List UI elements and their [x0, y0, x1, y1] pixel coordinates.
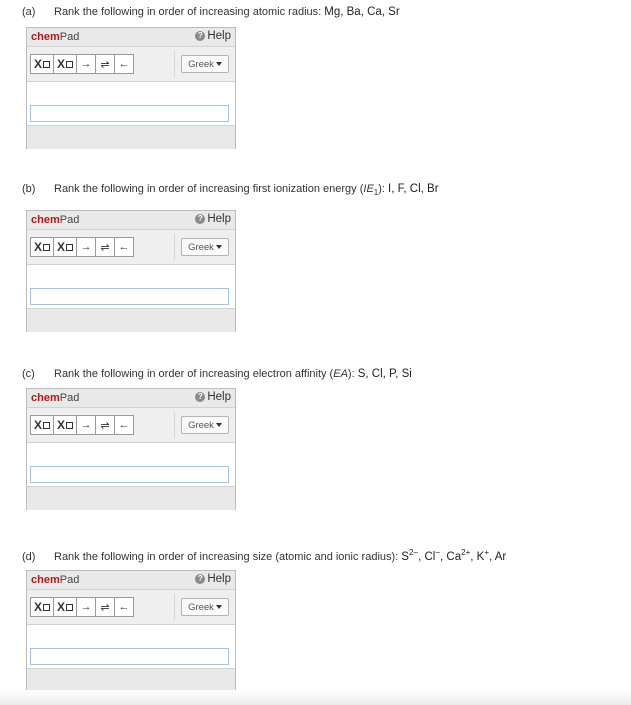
ion-charge: + [484, 548, 489, 557]
question-prompt: (a) Rank the following in order of increasing atomic radius: Mg, Ba, Ca, Sr [22, 6, 400, 18]
format-tools [30, 597, 134, 617]
format-tools [30, 54, 134, 74]
help-button[interactable]: ? Help [195, 213, 231, 225]
toolbar-divider [174, 234, 175, 260]
chempad-header [27, 389, 235, 408]
page-bottom-shadow [0, 690, 631, 705]
equilibrium-arrows-icon: ⇌ [100, 601, 110, 614]
chempad-input-area [27, 82, 235, 124]
answer-input[interactable] [30, 288, 229, 305]
superscript-button[interactable]: X [54, 416, 77, 434]
help-button[interactable]: ? Help [195, 573, 231, 585]
help-icon: ? [195, 214, 205, 224]
subscript-button[interactable]: X [31, 55, 54, 73]
greek-dropdown[interactable]: Greek [181, 416, 229, 434]
toolbar-divider [174, 51, 175, 77]
superscript-button[interactable]: X [54, 55, 77, 73]
answer-input[interactable] [30, 466, 229, 483]
answer-input[interactable] [30, 105, 229, 122]
reverse-arrow-button[interactable] [115, 238, 133, 256]
answer-input[interactable] [30, 648, 229, 665]
toolbar-divider [174, 412, 175, 438]
equilibrium-arrows-icon: ⇌ [100, 241, 110, 254]
arrow-right-icon: → [80, 601, 92, 613]
ion-species [424, 548, 447, 563]
ion-symbol: Ca [446, 550, 462, 563]
reverse-arrow-button[interactable] [115, 598, 133, 616]
help-button[interactable]: ? Help [195, 391, 231, 403]
greek-dropdown[interactable]: Greek [181, 238, 229, 256]
reaction-arrow-button[interactable] [77, 598, 96, 616]
reverse-arrow-button[interactable] [115, 416, 133, 434]
chempad-input-area [27, 443, 235, 485]
arrow-left-icon: ← [118, 241, 130, 253]
toolbar-divider [174, 594, 175, 620]
arrow-right-icon: → [80, 419, 92, 431]
equilibrium-arrow-button[interactable] [96, 238, 115, 256]
chempad [26, 388, 236, 510]
caret-down-icon [216, 423, 222, 427]
ion-separator: , [418, 550, 425, 563]
ion-species [401, 548, 425, 563]
ion-species [476, 548, 495, 563]
help-button[interactable]: ? Help [195, 30, 231, 42]
format-tools [30, 237, 134, 257]
chempad-footer [27, 125, 235, 149]
equilibrium-arrows-icon: ⇌ [100, 58, 110, 71]
caret-down-icon [216, 62, 222, 66]
ion-separator: , [440, 550, 447, 563]
reaction-arrow-button[interactable] [77, 416, 96, 434]
question-label: (d) [22, 550, 36, 563]
subscript-button[interactable]: X [31, 238, 54, 256]
chempad-toolbar [27, 408, 235, 443]
help-icon: ? [195, 574, 205, 584]
ion-charge: 2+ [461, 548, 471, 557]
equilibrium-arrow-button[interactable] [96, 416, 115, 434]
question-prompt: (d) Rank the following in order of increasing size (atomic and ionic radius): $S^{2-}$, Cl−, $Ca^{2+}$, K+, Ar [22, 548, 507, 563]
ion-symbol: Ar [494, 550, 507, 563]
species-list: I, F, Cl, Br [388, 183, 439, 195]
help-icon: ? [195, 392, 205, 402]
caret-down-icon [216, 245, 222, 249]
chempad-logo: chemPad [31, 574, 80, 586]
chempad-toolbar [27, 590, 235, 625]
ion-symbol: K [476, 550, 485, 563]
equilibrium-arrow-button[interactable] [96, 598, 115, 616]
greek-dropdown[interactable]: Greek [181, 598, 229, 616]
ionization-symbol: IE [363, 183, 374, 195]
arrow-left-icon: ← [118, 419, 130, 431]
chempad-input-area [27, 625, 235, 667]
question-label: (c) [22, 368, 35, 380]
chempad-footer [27, 486, 235, 510]
equilibrium-arrow-button[interactable] [96, 55, 115, 73]
question-prompt: (b) Rank the following in order of increasing first ionization energy $(IE_1)$: I, F, Cl, Br [22, 183, 439, 198]
reaction-arrow-button[interactable] [77, 238, 96, 256]
help-icon: ? [195, 31, 205, 41]
ion-separator: , [470, 550, 477, 563]
ion-symbol: Cl [424, 550, 436, 563]
ion-charge: 2− [408, 548, 419, 557]
subscript-button[interactable]: X [31, 416, 54, 434]
chempad [26, 570, 236, 692]
ion-species [446, 548, 477, 563]
chempad-logo: chemPad [31, 214, 80, 226]
chempad-logo: chemPad [31, 31, 80, 43]
species-list: S, Cl, P, Si [357, 368, 412, 380]
superscript-button[interactable]: X [54, 238, 77, 256]
chempad-toolbar [27, 230, 235, 265]
subscript-button[interactable]: X [31, 598, 54, 616]
chempad-header [27, 211, 235, 230]
reaction-arrow-button[interactable] [77, 55, 96, 73]
chempad-toolbar [27, 47, 235, 82]
arrow-left-icon: ← [118, 58, 130, 70]
question-prompt: (c) Rank the following in order of increasing electron affinity (EA): S, Cl, P, Si [22, 368, 412, 380]
format-tools [30, 415, 134, 435]
ion-charge: − [435, 548, 441, 557]
question-label: (a) [22, 6, 36, 18]
arrow-right-icon: → [80, 58, 92, 70]
chempad-footer [27, 308, 235, 332]
greek-dropdown[interactable]: Greek [181, 55, 229, 73]
species-list: Mg, Ba, Ca, Sr [324, 6, 400, 18]
chempad-header [27, 571, 235, 590]
chempad-footer [27, 668, 235, 692]
ion-separator: , [488, 550, 495, 563]
superscript-button[interactable]: X [54, 598, 77, 616]
chempad [26, 210, 236, 332]
ion-species [495, 551, 507, 563]
reverse-arrow-button[interactable] [115, 55, 133, 73]
equilibrium-arrows-icon: ⇌ [100, 419, 110, 432]
arrow-right-icon: → [80, 241, 92, 253]
electron-affinity-symbol: EA [333, 368, 348, 380]
ion-symbol: S [401, 550, 409, 563]
chempad-logo: chemPad [31, 392, 80, 404]
arrow-left-icon: ← [118, 601, 130, 613]
chempad-header [27, 28, 235, 47]
chempad-input-area [27, 265, 235, 307]
question-label: (b) [22, 183, 36, 195]
ion-list [401, 548, 507, 563]
chempad [26, 27, 236, 149]
caret-down-icon [216, 605, 222, 609]
